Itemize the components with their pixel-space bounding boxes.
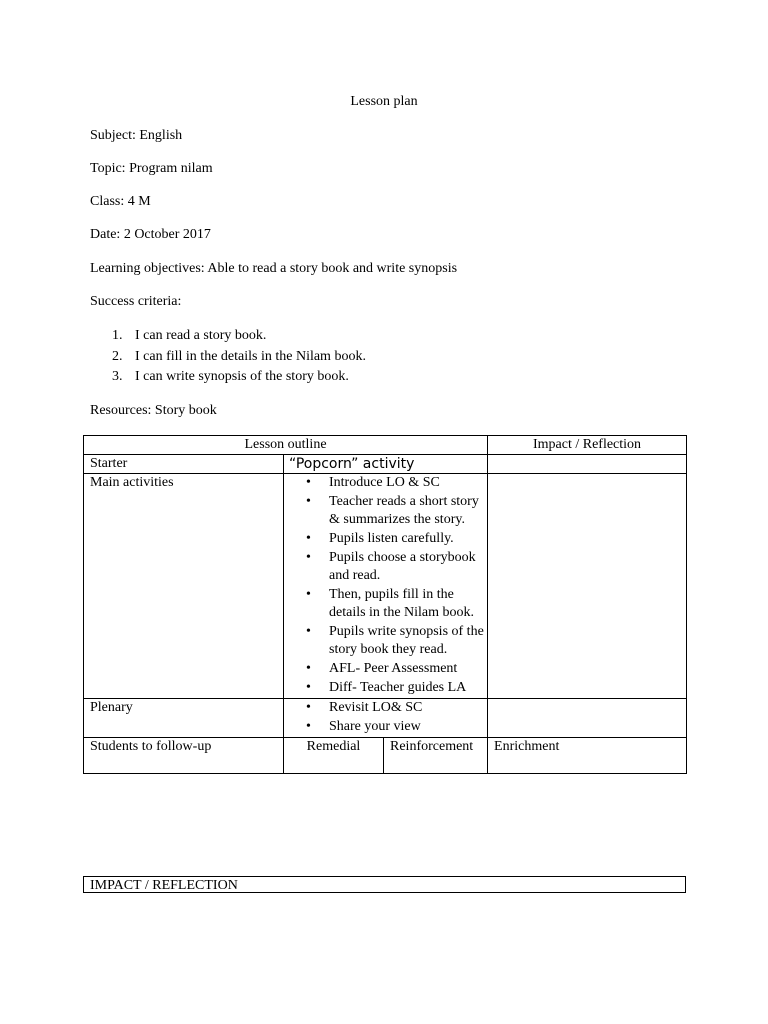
starter-activity: “Popcorn” activity	[284, 455, 488, 474]
list-item	[112, 369, 366, 390]
enrichment-cell: Enrichment	[488, 738, 687, 774]
reinforcement-cell: Reinforcement	[384, 738, 488, 774]
plenary-cell	[284, 699, 488, 738]
main-activities-label: Main activities	[84, 474, 284, 699]
date-line: Date: 2 October 2017	[90, 227, 211, 242]
list-item: • Pupils choose a storybook and read.	[284, 549, 487, 586]
plenary-label: Plenary	[84, 699, 284, 738]
success-criteria-list	[112, 328, 366, 390]
remedial-cell: Remedial	[284, 738, 384, 774]
table-row	[84, 699, 687, 738]
list-item: • Introduce LO & SC	[284, 474, 487, 493]
list-item: • Pupils write synopsis of the story book they read.	[284, 623, 487, 660]
list-item: • Then, pupils fill in the details in the Nilam book.	[284, 586, 487, 623]
list-number: 2.	[112, 348, 123, 364]
list-item: • Share your view	[284, 718, 487, 737]
list-number: 3.	[112, 369, 123, 384]
impact-reflection-box: IMPACT / REFLECTION	[83, 876, 686, 893]
learning-objectives-line: Learning objectives: Able to read a story book and write synopsis	[90, 261, 458, 276]
list-item: • Diff- Teacher guides LA	[284, 679, 487, 698]
plenary-impact-cell	[488, 699, 687, 738]
resources-line: Resources: Story book	[90, 403, 217, 418]
page-title: Lesson plan	[350, 94, 418, 109]
main-activities-list	[284, 474, 487, 698]
starter-label: Starter	[84, 455, 284, 474]
list-item: • Pupils listen carefully.	[284, 530, 487, 549]
main-impact-cell	[488, 474, 687, 699]
table-row	[84, 474, 687, 699]
list-number: 1.	[112, 328, 123, 343]
list-item: • AFL- Peer Assessment	[284, 660, 487, 679]
subject-line: Subject: English	[90, 128, 183, 143]
header-lesson-outline: Lesson outline	[84, 436, 488, 455]
table-row	[84, 436, 687, 455]
list-item: • Revisit LO& SC	[284, 699, 487, 718]
list-text: I can write synopsis of the story book.	[135, 369, 349, 384]
list-text: I can fill in the details in the Nilam book.	[135, 348, 366, 364]
list-item	[112, 328, 366, 349]
list-text: I can read a story book.	[135, 328, 267, 343]
list-item	[112, 349, 366, 370]
table-row	[84, 738, 687, 774]
list-item: • Teacher reads a short story & summarizes the story.	[284, 493, 487, 530]
table-row	[84, 455, 687, 474]
class-line: Class: 4 M	[90, 194, 151, 209]
main-activities-cell	[284, 474, 488, 699]
plenary-list	[284, 699, 487, 737]
followup-label: Students to follow-up	[84, 738, 284, 774]
starter-impact-cell	[488, 455, 687, 474]
lesson-outline-table	[83, 435, 687, 774]
success-criteria-label: Success criteria:	[90, 294, 182, 309]
header-impact-reflection: Impact / Reflection	[488, 436, 687, 455]
topic-line: Topic: Program nilam	[90, 161, 213, 176]
